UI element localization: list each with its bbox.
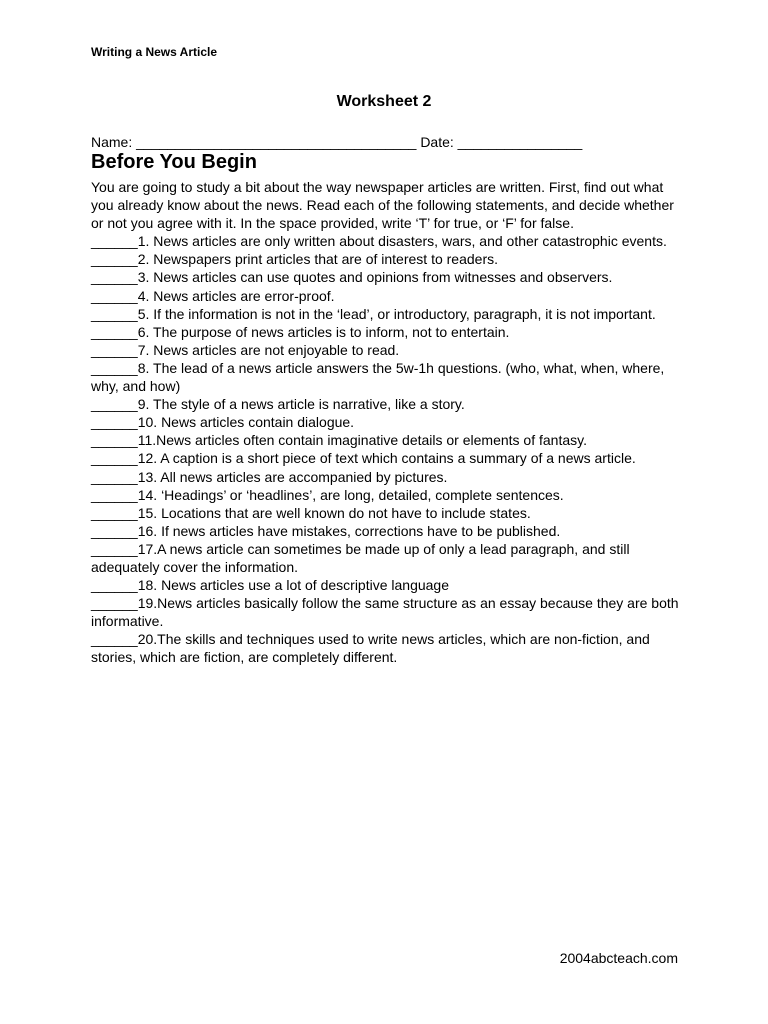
statement-item: ______10. News articles contain dialogue. (91, 414, 355, 431)
statement-item: ______1. News articles are only written about disasters, wars, and other catastrophic events. (91, 233, 667, 250)
section-heading: Before You Begin (91, 151, 257, 173)
worksheet-title: Worksheet 2 (336, 93, 432, 110)
footer-source-text: 2004abcteach.com (559, 950, 678, 966)
statement-item: ______17.A news article can sometimes be made up of only a lead paragraph, and still adequately cover the information. (91, 540, 630, 575)
statement-item: ______19.News articles basically follow the same structure as an essay because they are both informative. (91, 595, 679, 630)
statement-item: ______14. ‘Headings’ or ‘headlines’, are long, detailed, complete sentences. (91, 486, 564, 503)
statement-item: ______16. If news articles have mistakes, corrections have to be published. (91, 522, 561, 539)
statement-item: ______8. The lead of a news article answers the 5w-1h questions. (who, what, when, where, why, and how) (91, 359, 665, 395)
statement-item: ______6. The purpose of news articles is to inform, not to entertain. (91, 323, 510, 340)
worksheet-body (91, 178, 686, 667)
statement-item: ______20.The skills and techniques used to write news articles, which are non-fiction, and stories, which are fiction, are completely different. (91, 631, 650, 666)
statement-item: ______9. The style of a news article is narrative, like a story. (91, 396, 465, 413)
name-date-line: Name: ____________________________________ Date: ________________ (91, 134, 583, 150)
statement-item: ______7. News articles are not enjoyable to read. (91, 341, 400, 358)
statement-item: ______13. All news articles are accompanied by pictures. (91, 468, 448, 485)
statement-item: ______3. News articles can use quotes and opinions from witnesses and observers. (91, 269, 613, 286)
true-false-statement-list (91, 232, 686, 666)
statement-item: ______18. News articles use a lot of descriptive language (91, 577, 449, 594)
instructions-paragraph: You are going to study a bit about the way newspaper articles are written. First, find out what you already know about the news. Read each of the following statements, and decide whether or not you agree with it. In the space provided, write ‘T’ for true, or ‘F’ for false. (91, 179, 674, 232)
statement-item: ______5. If the information is not in the ‘lead’, or introductory, paragraph, it is not important. (91, 305, 656, 322)
document-header-title: Writing a News Article (91, 45, 218, 59)
statement-item: ______12. A caption is a short piece of text which contains a summary of a news article. (91, 450, 636, 467)
statement-item: ______11.News articles often contain imaginative details or elements of fantasy. (91, 432, 587, 449)
statement-item: ______4. News articles are error-proof. (91, 287, 335, 304)
statement-item: ______15. Locations that are well known do not have to include states. (91, 504, 531, 521)
statement-item: ______2. Newspapers print articles that are of interest to readers. (91, 251, 498, 268)
